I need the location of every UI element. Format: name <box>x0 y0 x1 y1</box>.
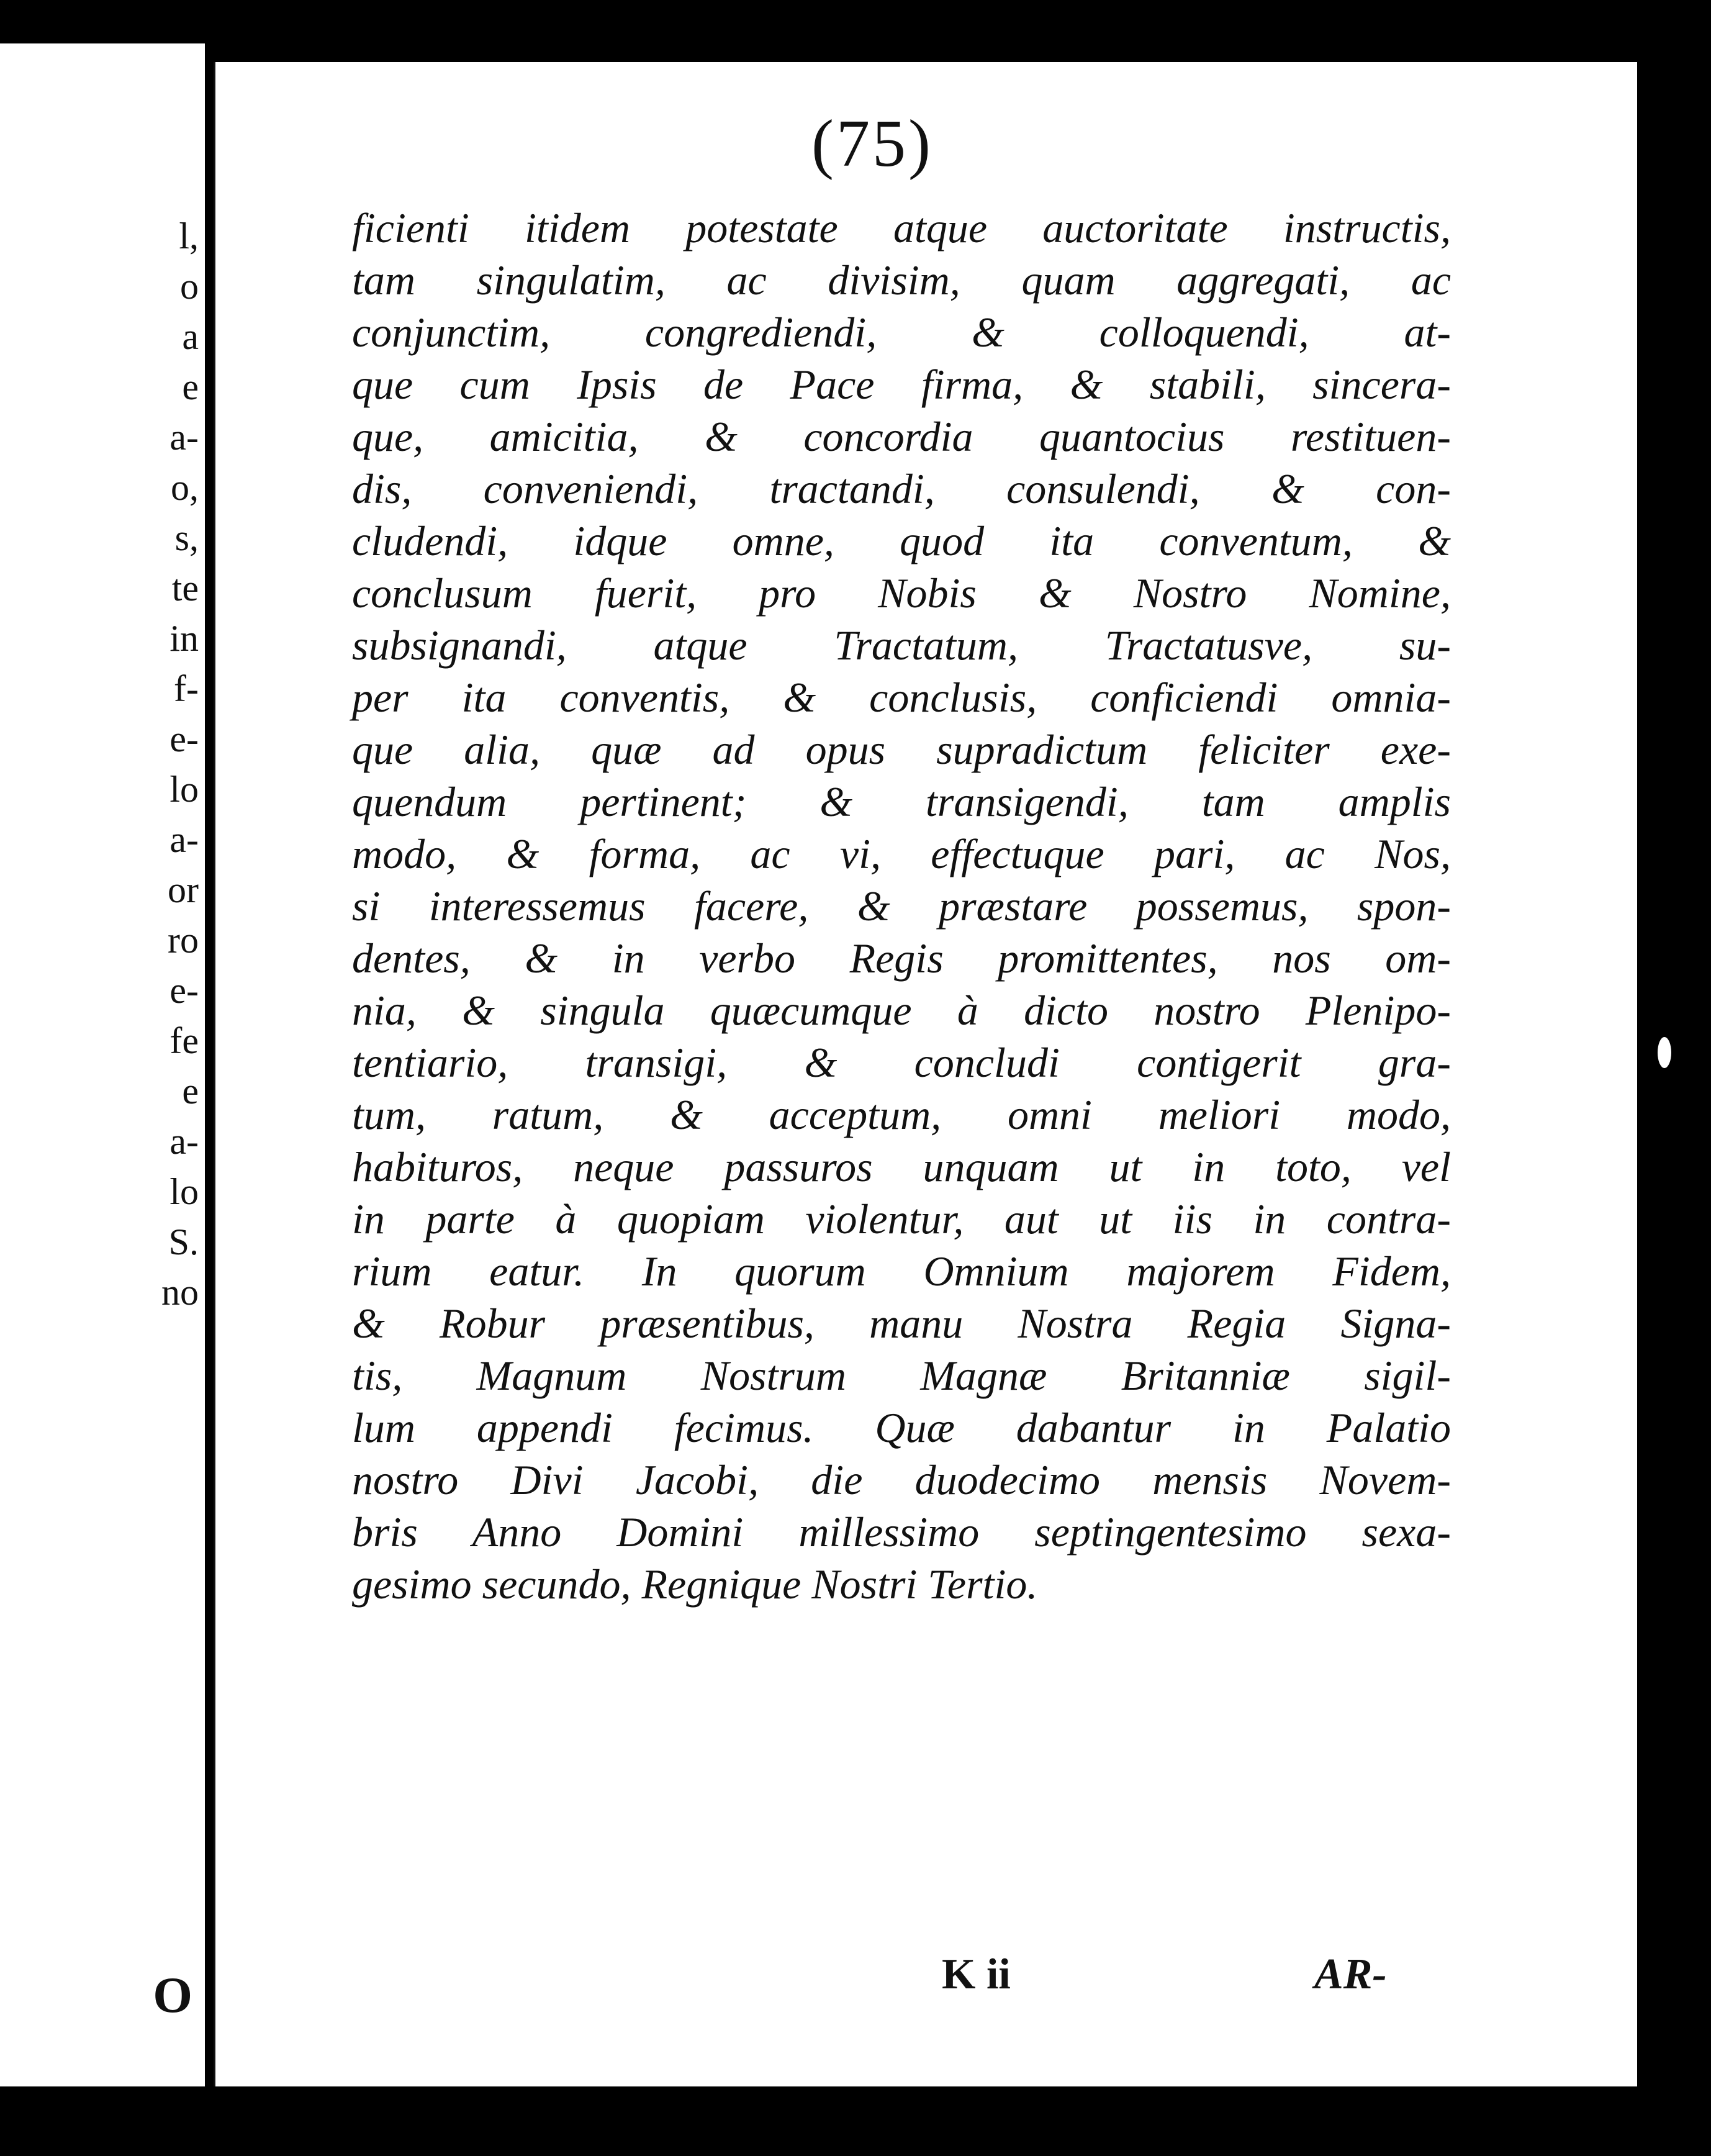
text-line: cludendi, idque omne, quod ita conventum, & <box>352 517 1451 564</box>
line-ending: S. <box>168 1221 199 1262</box>
line-ending: a- <box>169 417 199 458</box>
line-ending: a- <box>169 819 199 860</box>
body-text <box>352 202 1451 1610</box>
line-ending: lo <box>169 769 199 810</box>
line-ending: o, <box>171 467 199 508</box>
line-ending: a- <box>169 1121 199 1162</box>
line-ending: s, <box>174 517 199 558</box>
line-ending: e <box>182 1071 199 1112</box>
text-line: habituros, neque passuros unquam ut in toto, vel <box>352 1143 1451 1190</box>
line-ending: no <box>161 1272 199 1313</box>
text-line: tis, Magnum Nostrum Magnæ Britanniæ sigil- <box>352 1352 1451 1399</box>
line-ending: ro <box>168 920 199 961</box>
line-ending: a <box>182 316 199 357</box>
text-line: conjunctim, congrediendi, & colloquendi, at- <box>352 309 1451 356</box>
text-line: tam singulatim, ac divisim, quam aggregati, ac <box>352 256 1451 304</box>
book-gutter <box>205 0 214 2156</box>
text-line: conclusum fuerit, pro Nobis & Nostro Nomine, <box>352 569 1451 617</box>
line-ending: or <box>168 869 199 910</box>
previous-page-footer-fragment: O <box>153 1967 192 2023</box>
text-line: dis, conveniendi, tractandi, consulendi, & con- <box>352 465 1451 512</box>
text-line: in parte à quopiam violentur, aut ut iis in contra- <box>352 1195 1451 1243</box>
text-line: que cum Ipsis de Pace firma, & stabili, sincera- <box>352 361 1451 408</box>
text-line: si interessemus facere, & præstare possemus, spon- <box>352 882 1451 930</box>
text-line: bris Anno Domini millessimo septingentesimo sexa- <box>352 1508 1451 1556</box>
text-line: lum appendi fecimus. Quæ dabantur in Palatio <box>352 1404 1451 1451</box>
text-line: & Robur præsentibus, manu Nostra Regia Signa- <box>352 1300 1451 1347</box>
text-line: que, amicitia, & concordia quantocius restituen- <box>352 413 1451 460</box>
line-ending: fe <box>169 1020 199 1061</box>
signature-mark: K ii <box>942 1950 1011 1998</box>
text-line: rium eatur. In quorum Omnium majorem Fidem, <box>352 1248 1451 1295</box>
text-line: modo, & forma, ac vi, effectuque pari, ac Nos, <box>352 830 1451 877</box>
line-ending: e- <box>169 718 199 759</box>
catchword: AR- <box>1314 1950 1387 1998</box>
line-ending: f- <box>174 668 199 709</box>
text-line: dentes, & in verbo Regis promittentes, nos om- <box>352 935 1451 982</box>
text-line: gesimo secundo, Regnique Nostri Tertio. <box>352 1560 1038 1608</box>
text-line: que alia, quæ ad opus supradictum feliciter exe- <box>352 726 1451 773</box>
page-number: (75) <box>811 107 933 181</box>
line-ending: in <box>169 618 199 659</box>
text-line: subsignandi, atque Tractatum, Tractatusve, su- <box>352 622 1451 669</box>
line-ending: e- <box>169 970 199 1011</box>
text-line: tum, ratum, & acceptum, omni meliori modo, <box>352 1091 1451 1138</box>
line-ending: lo <box>169 1171 199 1212</box>
text-line: nia, & singula quæcumque à dicto nostro Plenipo- <box>352 987 1451 1034</box>
text-line: per ita conventis, & conclusis, conficiendi omnia- <box>352 674 1451 721</box>
line-ending: o <box>180 266 199 307</box>
text-line: tentiario, transigi, & concludi contigerit gra- <box>352 1039 1451 1086</box>
line-ending: l, <box>179 215 199 256</box>
line-ending: te <box>171 568 199 609</box>
binding-hole-mark <box>1658 1037 1671 1068</box>
previous-page-line-endings <box>161 211 199 1318</box>
text-line: quendum pertinent; & transigendi, tam amplis <box>352 778 1451 825</box>
text-line: ficienti itidem potestate atque auctoritate instructis, <box>352 204 1451 251</box>
text-line: nostro Divi Jacobi, die duodecimo mensis Novem- <box>352 1456 1451 1503</box>
previous-page-edge <box>0 43 206 2086</box>
line-ending: e <box>182 366 199 407</box>
page <box>214 62 1637 2086</box>
